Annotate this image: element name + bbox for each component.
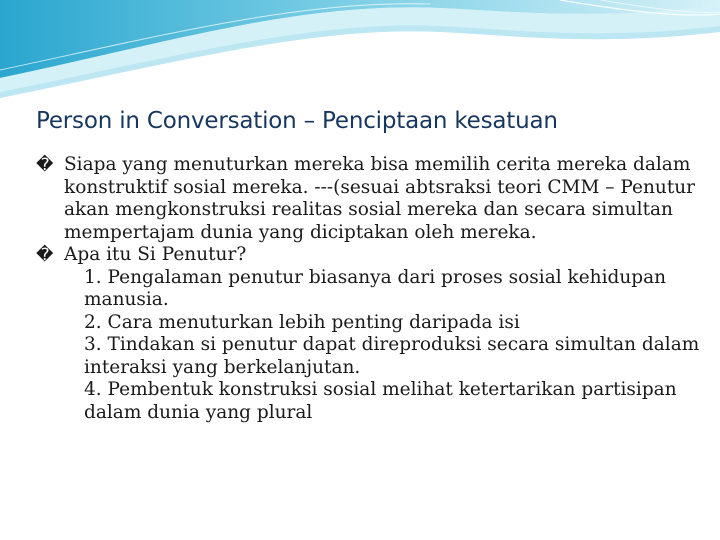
list-number: 3. [84, 334, 102, 355]
numbered-item [36, 267, 706, 312]
header-wave-decoration [0, 0, 720, 110]
numbered-item [36, 379, 706, 424]
numbered-item [36, 334, 706, 379]
numbered-text: Tindakan si penutur dapat direproduksi secara simultan dalam interaksi yang berkelanjutan. [84, 334, 700, 378]
list-number: 2. [84, 311, 102, 333]
slide-body [36, 154, 706, 424]
list-number: 1. [84, 266, 102, 288]
numbered-text: Cara menuturkan lebih penting daripada isi [107, 311, 520, 333]
bullet-marker: � [36, 155, 54, 175]
bullet-marker: � [36, 245, 54, 265]
bullet-item [36, 154, 706, 244]
numbered-text: Pengalaman penutur biasanya dari proses sosial kehidupan manusia. [84, 266, 667, 310]
slide-title: Person in Conversation – Penciptaan kesatuan [36, 108, 558, 134]
bullet-text: Apa itu Si Penutur? [64, 244, 247, 265]
numbered-text: Pembentuk konstruksi sosial melihat ketertarikan partisipan dalam dunia yang plural [84, 379, 677, 423]
list-number: 4. [84, 379, 102, 400]
bullet-item [36, 244, 706, 267]
bullet-text: Siapa yang menuturkan mereka bisa memilih cerita mereka dalam konstruktif sosial mereka. ---(sesuai abtsraksi teori CMM – Penutur akan mengkonstruksi realitas sosial mereka dan secara simultan mempertajam dunia yang diciptakan oleh mereka. [64, 154, 696, 243]
numbered-item [36, 312, 706, 335]
